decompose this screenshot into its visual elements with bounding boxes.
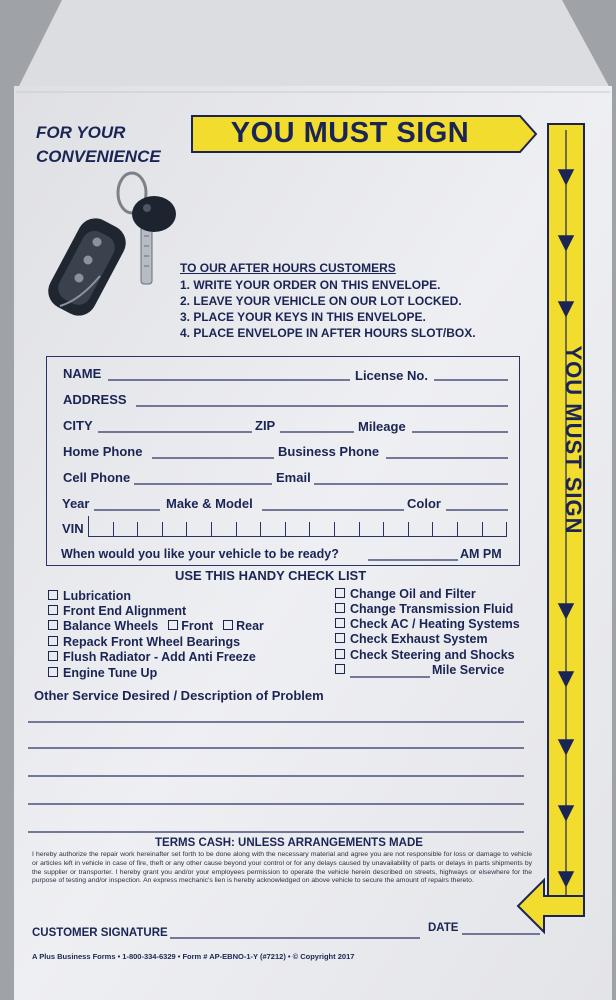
checkbox-icon [48,651,58,661]
instruction-step: 1. WRITE YOUR ORDER ON THIS ENVELOPE. [180,278,441,292]
home-phone-field[interactable]: Home Phone [63,444,143,459]
you-must-sign-banner: YOU MUST SIGN [230,117,470,149]
check-mile-service[interactable]: Mile Service [335,663,504,677]
check-lubrication[interactable]: Lubrication [48,589,131,603]
terms-heading: TERMS CASH: UNLESS ARRANGEMENTS MADE [155,837,423,849]
you-must-sign-vertical: YOU MUST SIGN [561,345,586,535]
convenience-line-2: CONVENIENCE [36,147,161,166]
date-field[interactable]: DATE [428,922,459,934]
business-phone-field[interactable]: Business Phone [278,444,380,459]
checkbox-icon [335,603,345,613]
check-transmission-fluid[interactable]: Change Transmission Fluid [335,602,513,616]
footer-text: A Plus Business Forms • 1-800-334-6329 • Form # AP-EBNO-1-Y (#7212) • © Copyright 2017 [32,952,355,961]
checkbox-icon [335,633,345,643]
checkbox-icon [48,620,58,630]
envelope-flap [16,0,612,100]
check-balance-wheels[interactable]: Balance Wheels Front Rear [48,619,264,633]
other-service-heading: Other Service Desired / Description of Problem [34,688,324,703]
check-ac-heating[interactable]: Check AC / Heating Systems [335,617,520,631]
name-field[interactable]: NAME [63,366,102,381]
email-field[interactable]: Email [276,470,311,485]
checkbox-icon [335,618,345,628]
instructions-heading: TO OUR AFTER HOURS CUSTOMERS [180,261,396,275]
instruction-step: 4. PLACE ENVELOPE IN AFTER HOURS SLOT/BOX. [180,326,476,340]
checkbox-icon [335,588,345,598]
year-field[interactable]: Year [62,496,90,511]
checkbox-icon [223,620,233,630]
check-exhaust[interactable]: Check Exhaust System [335,632,488,646]
cell-phone-field[interactable]: Cell Phone [63,470,131,485]
checkbox-icon [335,664,345,674]
checklist-title: USE THIS HANDY CHECK LIST [175,568,367,583]
city-field[interactable]: CITY [63,418,93,433]
check-engine-tune-up[interactable]: Engine Tune Up [48,666,157,680]
vin-field[interactable] [88,516,507,537]
checkbox-icon [335,649,345,659]
am-pm[interactable]: AM PM [460,547,502,561]
terms-body: I hereby authorize the repair work hereinafter set forth to be done along with the necessary material and agree you are not responsible for loss or damage to vehicle or articles left in vehicle in case of fire, theft or any other cause beyond your control or for any delays caused by unavailability of parts or delays in parts shipments by the supplier or transporter. I hereby grant you and/or your employees permission to operate the vehicle herein described on streets, highways or elsewhere for the purpose of testing and/or inspection. An express mechanic's lien is hereby acknowledged on above vehicle to secure the amount of repairs thereto. [32,851,532,885]
customer-signature-field[interactable]: CUSTOMER SIGNATURE [32,927,168,939]
license-field[interactable]: License No. [355,368,428,383]
color-field[interactable]: Color [407,496,441,511]
make-model-field[interactable]: Make & Model [166,496,253,511]
instruction-step: 2. LEAVE YOUR VEHICLE ON OUR LOT LOCKED. [180,294,462,308]
checkbox-icon [48,605,58,615]
checkbox-icon [48,667,58,677]
check-flush-radiator[interactable]: Flush Radiator - Add Anti Freeze [48,650,256,664]
convenience-line-1: FOR YOUR [36,123,126,142]
vin-label: VIN [62,521,84,536]
checkbox-icon [48,636,58,646]
zip-field[interactable]: ZIP [255,418,276,433]
check-change-oil[interactable]: Change Oil and Filter [335,587,476,601]
checkbox-icon [48,590,58,600]
instruction-step: 3. PLACE YOUR KEYS IN THIS ENVELOPE. [180,310,426,324]
ready-question: When would you like your vehicle to be ready? [61,547,339,561]
mileage-field[interactable]: Mileage [358,419,406,434]
check-front-end-alignment[interactable]: Front End Alignment [48,604,186,618]
address-field[interactable]: ADDRESS [63,392,127,407]
check-repack-bearings[interactable]: Repack Front Wheel Bearings [48,635,240,649]
checkbox-icon [168,620,178,630]
check-steering-shocks[interactable]: Check Steering and Shocks [335,648,515,662]
for-your-convenience [36,121,161,169]
